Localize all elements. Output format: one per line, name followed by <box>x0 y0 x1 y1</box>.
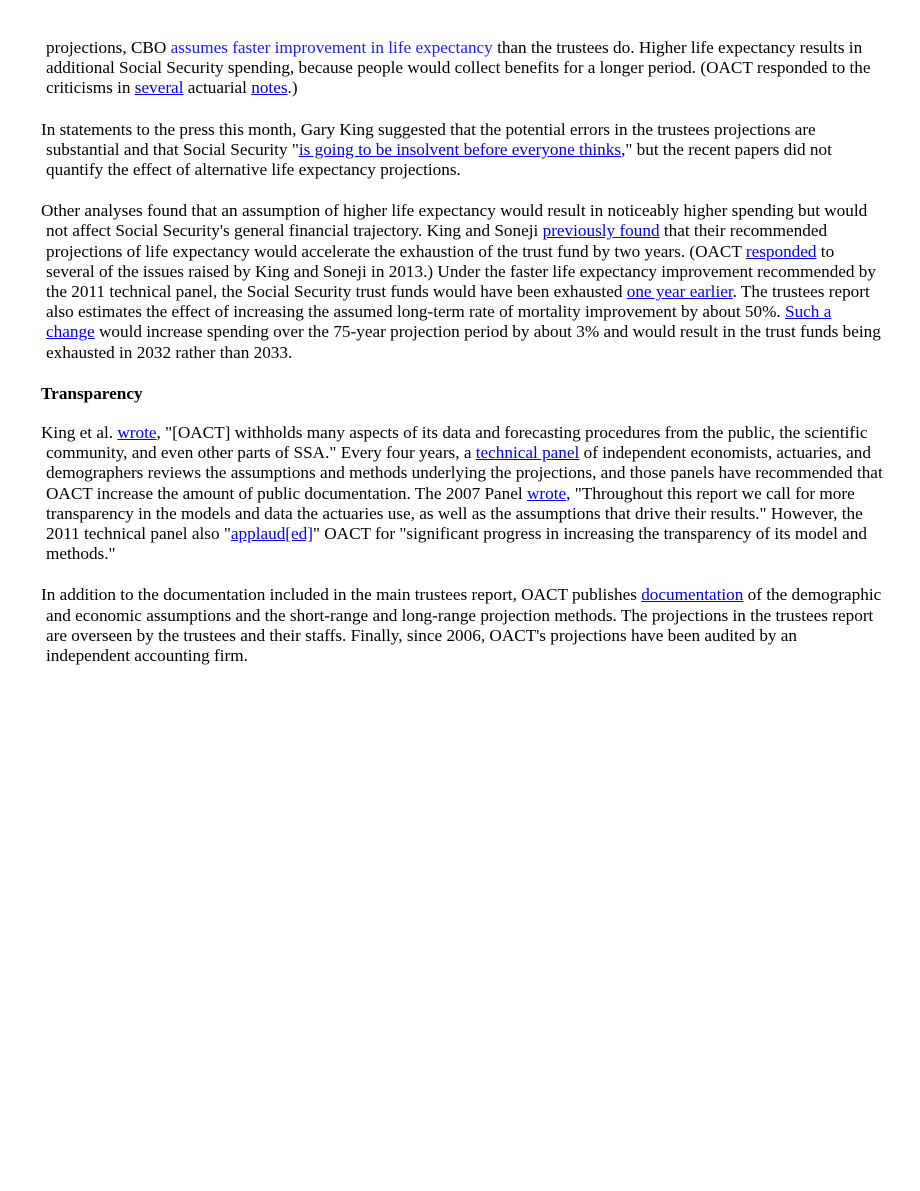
paragraph-other-analyses: Other analyses found that an assumption of higher life expectancy would result in noticeably higher spending but would not affect Social Security's general financial trajectory. King and Soneji previously found that their recommended projections of life expectancy would accelerate the exhaustion of the trust fund by two years. (OACT responded to several of the issues raised by King and Soneji in 2013.) Under the faster life expectancy improvement recommended by the 2011 technical panel, the Social Security trust funds would have been exhausted one year earlier. The trustees report also estimates the effect of increasing the assumed long-term rate of mortality improvement by about 50%. Such a change would increase spending over the 75-year projection period by about 3% and would result in the trust funds being exhausted in 2032 rather than 2033. <box>41 201 881 362</box>
link-insolvent-before-everyone-thinks[interactable]: is going to be insolvent before everyone thinks <box>298 139 622 159</box>
link-assumes-faster-improvement[interactable]: assumes faster improvement in life expectancy <box>170 38 493 57</box>
paragraph-life-expectancy-cbo: projections, CBO assumes faster improvement in life expectancy than the trustees do. Higher life expectancy results in additional Social Security spending, because people would collect benefits for a longer period. (OACT responded to the criticisms in several actuarial notes.) <box>46 38 871 98</box>
link-one-year-earlier[interactable]: one year earlier <box>626 282 733 302</box>
link-notes[interactable]: notes <box>251 78 288 98</box>
link-documentation[interactable]: documentation <box>641 585 744 605</box>
paragraph-gary-king: In statements to the press this month, Gary King suggested that the potential errors in the trustees projections are substantial and that Social Security "is going to be insolvent before everyone thinks," but the recent papers did not quantify the effect of alternative life expectancy projections. <box>41 119 832 180</box>
link-wrote-king[interactable]: wrote <box>117 423 157 443</box>
link-responded[interactable]: responded <box>745 241 817 261</box>
link-wrote-2007-panel[interactable]: wrote <box>526 483 567 503</box>
link-previously-found[interactable]: previously found <box>542 221 660 241</box>
link-such-a-change[interactable]: Such a change <box>46 302 832 342</box>
link-technical-panel[interactable]: technical panel <box>475 443 580 463</box>
paragraph-documentation: In addition to the documentation included in the main trustees report, OACT publishes documentation of the demographic and economic assumptions and the short-range and long-range projection methods. The projections in the trustees report are overseen by the trustees and their staffs. Finally, since 2006, OACT's projections have been audited by an independent accounting firm. <box>41 585 882 666</box>
paragraph-king-et-al: King et al. wrote, "[OACT] withholds many aspects of its data and forecasting procedures from the public, the scientific community, and even other parts of SSA." Every four years, a technical panel of independent economists, actuaries, and demographers reviews the assumptions and methods underlying the projections, and those panels have recommended that OACT increase the amount of public documentation. The 2007 Panel wrote, "Throughout this report we call for more transparency in the models and data the actuaries use, as well as the assumptions that drive their results." However, the 2011 technical panel also "applaud[ed]" OACT for "significant progress in increasing the transparency of its model and methods." <box>41 423 883 564</box>
article-body <box>41 38 883 687</box>
link-applauded[interactable]: applaud[ed] <box>230 524 313 544</box>
link-several[interactable]: several <box>134 78 184 98</box>
section-heading-transparency: Transparency <box>41 383 143 403</box>
